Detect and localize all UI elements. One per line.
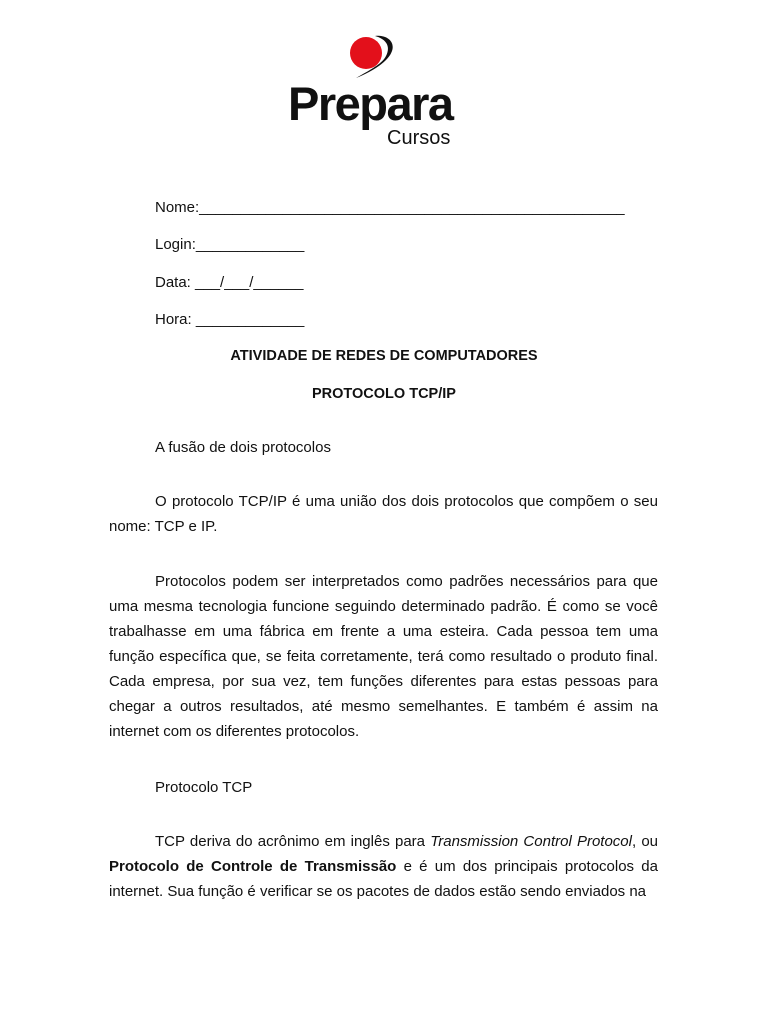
protocol-title: PROTOCOLO TCP/IP [312,386,456,402]
paragraph-3-block [109,829,658,904]
p3-bold-term: Protocolo de Controle de Transmissão [109,858,397,875]
p3-text-c: e é um dos principais protocolos da internet. Sua função é verificar se os pacotes de dados estão sendo enviados na [109,858,658,900]
p3-italic-term: Transmission Control Protocol [430,833,632,850]
p3-text-a: TCP deriva do acrônimo em inglês para [155,833,431,850]
paragraph-2-block [109,569,658,744]
p3-text-b: , ou [631,833,659,850]
activity-title: ATIVIDADE DE REDES DE COMPUTADORES [230,348,538,364]
paragraph-3 [109,829,658,904]
fusion-heading: A fusão de dois protocolos [155,439,331,456]
login-field: Login:_____________ [155,236,305,253]
data-field: Data: ___/___/______ [155,274,304,291]
hora-field: Hora: _____________ [155,311,305,328]
paragraph-1: O protocolo TCP/IP é uma união dos dois protocolos que compõem o seu nome: TCP e IP. [109,493,658,535]
prepara-logo [288,34,468,149]
logo-brand: Prepara [288,77,453,130]
nome-field: Nome:___________________________________________________ [155,199,625,216]
tcp-heading: Protocolo TCP [155,779,253,796]
paragraph-1-block [109,489,658,539]
logo-subtitle: Cursos [387,127,451,149]
paragraph-2: Protocolos podem ser interpretados como padrões necessários para que uma mesma tecnologia funcione seguindo determinado padrão. É como se você trabalhasse em uma fábrica em frente a uma esteira. Cada pessoa tem uma função específica que, se feita corretamente, terá como resultado o produto final. Cada empresa, por sua vez, tem funções diferentes para estas pessoas para chegar a outros resultados, até mesmo semelhantes. E também é assim na internet com os diferentes protocolos. [109,573,658,740]
